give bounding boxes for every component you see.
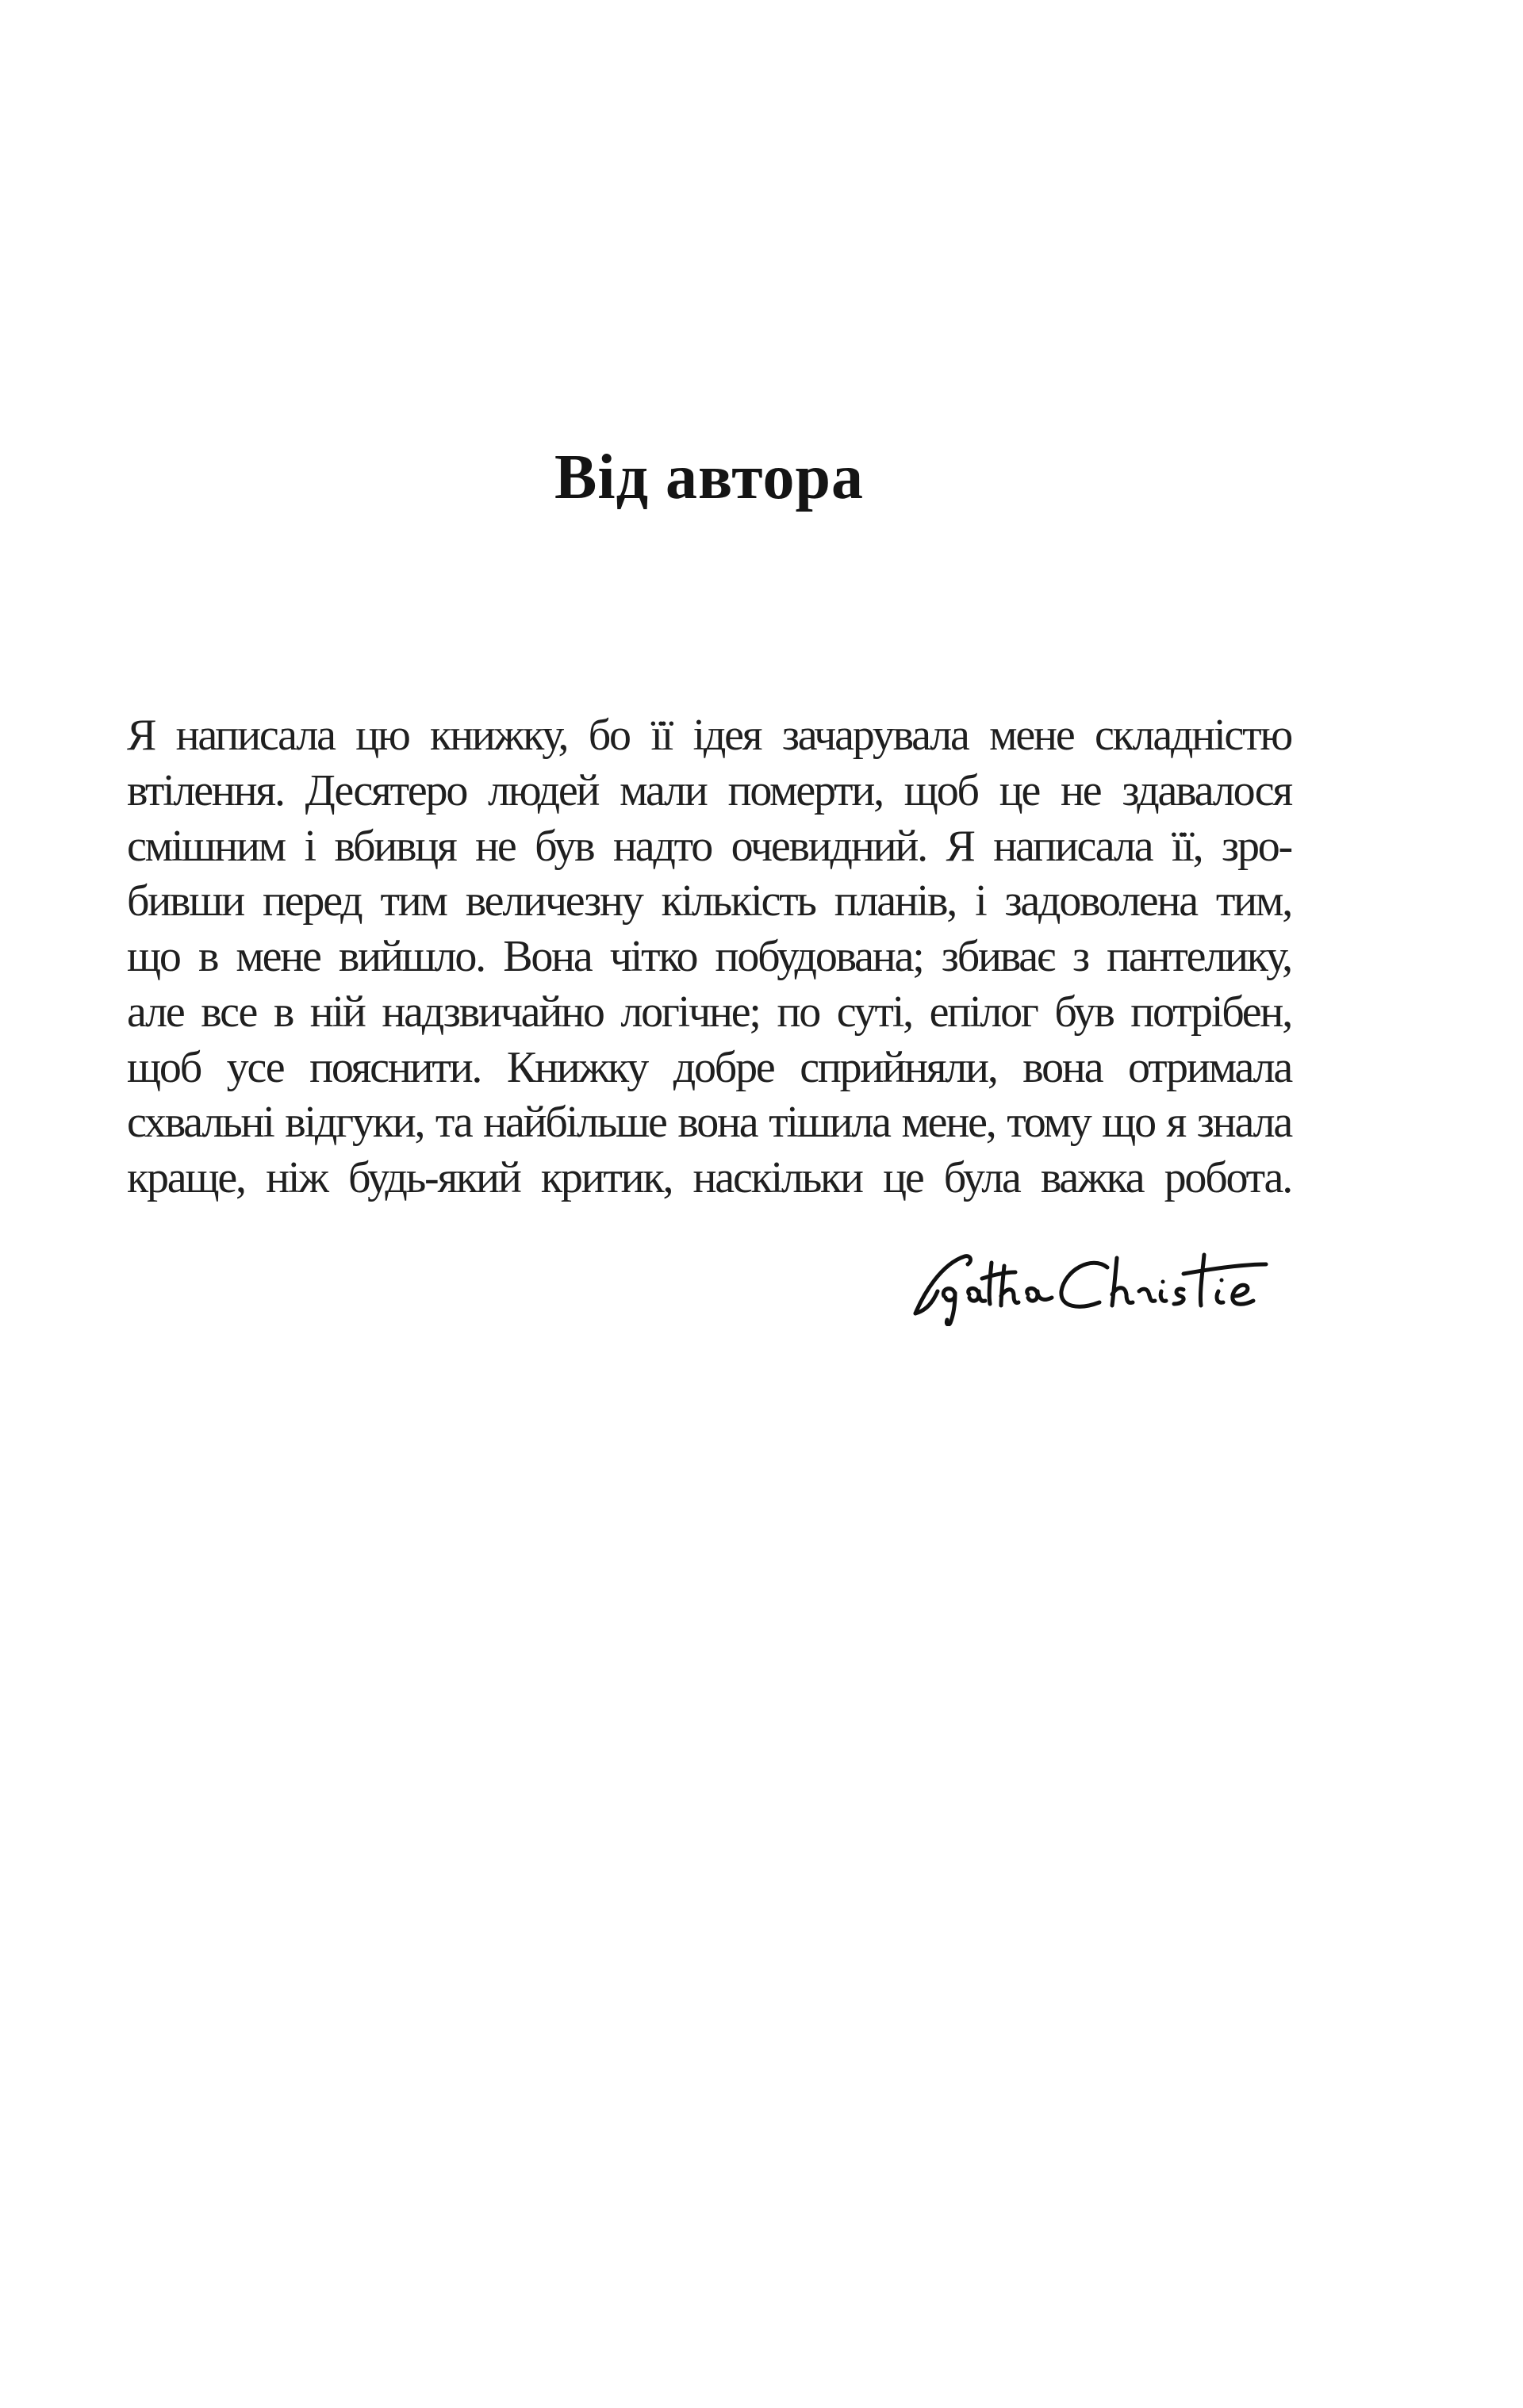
paragraph-line: бивши перед тим величезну кількість планів, і задоволена тим,: [127, 876, 1291, 926]
paragraph-line: краще, ніж будь-який критик, наскільки це була важка робота.: [127, 1153, 1291, 1202]
author-signature-icon: [909, 1247, 1287, 1326]
paragraph-line: Я написала цю книжку, бо її ідея зачарувала мене складністю: [127, 711, 1291, 760]
page-title: Від автора: [554, 443, 864, 512]
paragraph-line: що в мене вийшло. Вона чітко побудована; збиває з пантелику,: [127, 932, 1291, 981]
paragraph-line: смішним і вбивця не був надто очевидний. Я написала її, зро-: [127, 821, 1291, 871]
paragraph-line: щоб усе пояснити. Книжку добре сприйняли, вона отримала: [127, 1042, 1291, 1092]
paragraph-line: схвальні відгуки, та найбільше вона тішила мене, тому що я знала: [127, 1098, 1291, 1148]
author-foreword-paragraph: [127, 708, 1291, 1206]
paragraph-line: але все в ній надзвичайно логічне; по суті, епілог був потрібен,: [127, 987, 1291, 1037]
paragraph-line: втілення. Десятеро людей мали померти, щоб це не здавалося: [127, 765, 1291, 815]
